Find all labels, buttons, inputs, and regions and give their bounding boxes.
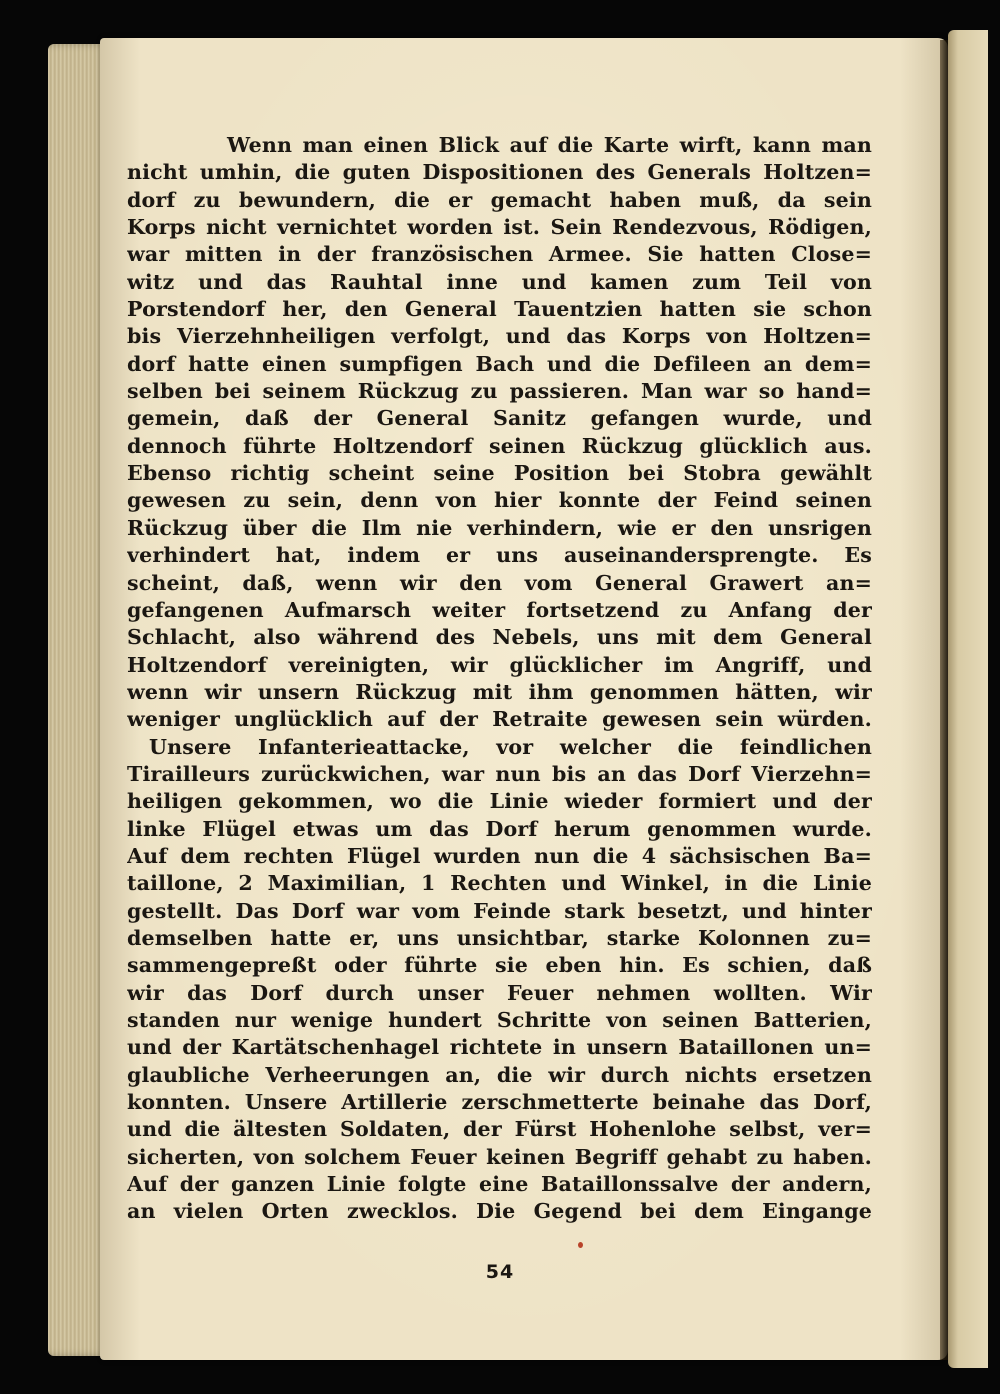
text-line: Ebenso richtig scheint seine Position bei Stobra gewählt: [127, 461, 872, 486]
text-line: dennoch führte Holtzendorf seinen Rückzug glücklich aus.: [127, 433, 872, 458]
text-line: Porstendorf her, den General Tauentzien hatten sie schon: [127, 297, 872, 322]
text-line: taillone, 2 Maximilian, 1 Rechten und Winkel, in die Linie: [127, 871, 872, 896]
text-line: Tirailleurs zurückwichen, war nun bis an das Dorf Vierzehn=: [127, 761, 872, 786]
text-line: gemein, daß der General Sanitz gefangen wurde, und: [127, 406, 872, 431]
text-line: Rückzug über die Ilm nie verhindern, wie er den unsrigen: [127, 515, 872, 540]
text-line: heiligen gekommen, wo die Linie wieder formiert und der: [127, 789, 872, 814]
page-number: 54: [485, 1261, 515, 1283]
text-line: nicht umhin, die guten Dispositionen des Generals Holtzen=: [127, 160, 872, 185]
facing-page-edge: [948, 30, 988, 1368]
text-line: gefangenen Aufmarsch weiter fortsetzend zu Anfang der: [127, 597, 872, 622]
text-line: sammengepreßt oder führte sie eben hin. Es schien, daß: [127, 953, 872, 978]
body-text: [127, 132, 872, 1226]
text-line: witz und das Rauhtal inne und kamen zum Teil von: [127, 269, 872, 294]
text-line: Auf dem rechten Flügel wurden nun die 4 sächsischen Ba=: [127, 843, 872, 868]
text-line: dorf zu bewundern, die er gemacht haben muß, da sein: [127, 187, 872, 212]
text-line: demselben hatte er, uns unsichtbar, starke Kolonnen zu=: [127, 925, 872, 950]
text-line: sicherten, von solchem Feuer keinen Begriff gehabt zu haben.: [127, 1144, 872, 1169]
text-line: Holtzendorf vereinigten, wir glücklicher im Angriff, und: [127, 652, 872, 677]
text-line: bis Vierzehnheiligen verfolgt, und das Korps von Holtzen=: [127, 324, 872, 349]
text-line: Unsere Infanterieattacke, vor welcher die feindlichen: [149, 734, 872, 759]
text-line: an vielen Orten zwecklos. Die Gegend bei dem Eingange: [127, 1199, 872, 1224]
text-line: weniger unglücklich auf der Retraite gewesen sein würden.: [127, 707, 872, 732]
text-line: konnten. Unsere Artillerie zerschmetterte beinahe das Dorf,: [127, 1090, 872, 1115]
text-line: und die ältesten Soldaten, der Fürst Hohenlohe selbst, ver=: [127, 1117, 872, 1142]
text-line: wir das Dorf durch unser Feuer nehmen wollten. Wir: [127, 980, 872, 1005]
text-line: scheint, daß, wenn wir den vom General Grawert an=: [127, 570, 872, 595]
text-line: Auf der ganzen Linie folgte eine Bataillonssalve der andern,: [127, 1172, 872, 1197]
text-line: und der Kartätschenhagel richtete in unsern Bataillonen un=: [127, 1035, 872, 1060]
text-line: Korps nicht vernichtet worden ist. Sein Rendezvous, Rödigen,: [127, 215, 872, 240]
text-line: verhindert hat, indem er uns auseinandersprengte. Es: [127, 543, 872, 568]
text-line: war mitten in der französischen Armee. Sie hatten Close=: [127, 242, 872, 267]
text-line: wenn wir unsern Rückzug mit ihm genommen hätten, wir: [127, 679, 872, 704]
text-line: standen nur wenige hundert Schritte von seinen Batterien,: [127, 1008, 872, 1032]
text-line: selben bei seinem Rückzug zu passieren. Man war so hand=: [127, 379, 872, 404]
ink-speck: [578, 1242, 583, 1248]
text-line: Schlacht, also während des Nebels, uns mit dem General: [127, 625, 872, 650]
text-line: glaubliche Verheerungen an, die wir durch nichts ersetzen: [127, 1062, 872, 1087]
text-line: gewesen zu sein, denn von hier konnte der Feind seinen: [127, 488, 872, 513]
page-edges: [48, 44, 108, 1356]
text-line: gestellt. Das Dorf war vom Feinde stark besetzt, und hinter: [127, 898, 872, 923]
text-line: dorf hatte einen sumpfigen Bach und die Defileen an dem=: [127, 351, 872, 376]
text-line: Wenn man einen Blick auf die Karte wirft, kann man: [227, 133, 872, 157]
text-line: linke Flügel etwas um das Dorf herum genommen wurde.: [127, 816, 872, 841]
